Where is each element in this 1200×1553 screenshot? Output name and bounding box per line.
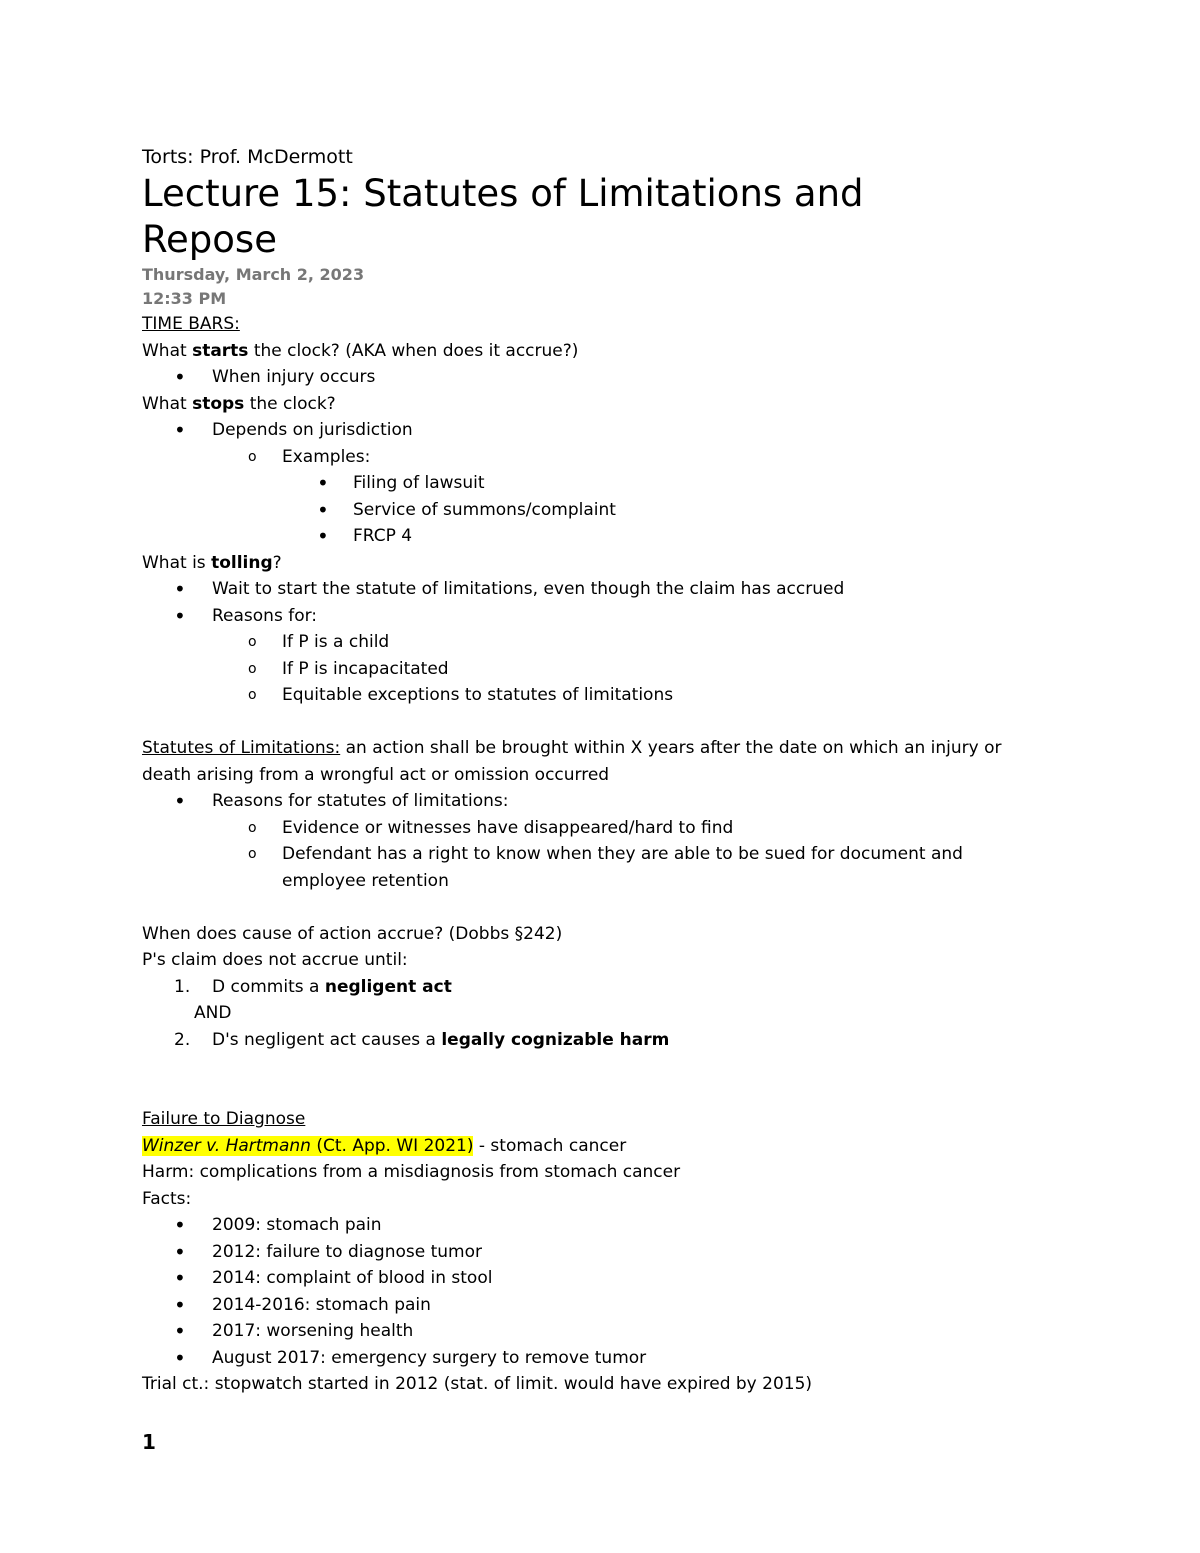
list-item-cont: employee retention — [282, 870, 449, 891]
list-item: • 2012: failure to diagnose tumor — [174, 1239, 482, 1264]
list-item: • Service of summons/complaint — [317, 497, 616, 522]
course-header: Torts: Prof. McDermott — [142, 146, 353, 168]
bullet-icon: • — [174, 577, 186, 601]
starts-question: What starts the clock? (AKA when does it accrue?) — [142, 340, 579, 361]
note-date: Thursday, March 2, 2023 — [142, 265, 365, 284]
list-item: • 2017: worsening health — [174, 1319, 414, 1343]
list-item: • 2009: stomach pain — [174, 1213, 382, 1237]
document-body — [142, 143, 1062, 1398]
accrue-line: P's claim does not accrue until: — [142, 950, 408, 970]
bullet-icon: • — [174, 365, 186, 389]
list-item: • Reasons for statutes of limitations: — [174, 789, 509, 813]
list-item: o Evidence or witnesses have disappeared/hard to find — [142, 815, 1062, 842]
bullet-icon: • — [174, 1319, 186, 1343]
list-item: o Defendant has a right to know when they are able to be sued for document and — [142, 841, 1062, 868]
list-item: • Depends on jurisdiction — [174, 418, 413, 442]
tolling-question: What is tolling? — [142, 552, 282, 573]
list-item: • FRCP 4 — [317, 524, 413, 548]
spacer — [142, 1053, 1062, 1080]
accrue-question: When does cause of action accrue? (Dobbs §242) — [142, 923, 563, 944]
spacer — [142, 894, 1062, 921]
sol-definition: Statutes of Limitations: an action shall be brought within X years after the date on which an injury or — [142, 738, 1002, 758]
numbered-item: 2. D's negligent act causes a legally cognizable harm — [174, 1029, 670, 1050]
case-citation: Winzer v. Hartmann (Ct. App. WI 2021) - stomach cancer — [142, 1135, 627, 1156]
list-item: o If P is a child — [142, 629, 1062, 656]
bullet-icon: • — [317, 471, 329, 495]
hollow-bullet-icon: o — [248, 660, 257, 677]
bullet-icon: • — [174, 418, 186, 442]
hollow-bullet-icon: o — [248, 448, 257, 465]
list-item: o If P is incapacitated — [142, 656, 1062, 683]
bullet-icon: • — [174, 1239, 186, 1264]
lecture-title-line2: Repose — [142, 218, 277, 261]
bullet-icon: • — [317, 497, 329, 522]
bullet-icon: • — [174, 1266, 186, 1290]
bullet-icon: • — [174, 1345, 186, 1370]
facts-label: Facts: — [142, 1188, 192, 1209]
list-item: • Filing of lawsuit — [317, 471, 485, 495]
list-item: • When injury occurs — [174, 365, 376, 389]
bullet-icon: • — [174, 603, 186, 628]
sol-definition-cont: death arising from a wrongful act or omission occurred — [142, 764, 610, 785]
list-item: • Reasons for: — [174, 603, 318, 628]
time-bars-heading: TIME BARS: — [142, 314, 240, 334]
hollow-bullet-icon: o — [248, 819, 257, 836]
trial-court-line: Trial ct.: stopwatch started in 2012 (stat. of limit. would have expired by 2015) — [142, 1374, 813, 1394]
numbered-item: 1. D commits a negligent act — [174, 976, 452, 997]
list-item: • 2014-2016: stomach pain — [174, 1292, 431, 1317]
list-item: • 2014: complaint of blood in stool — [174, 1266, 493, 1290]
hollow-bullet-icon: o — [248, 846, 257, 862]
bullet-icon: • — [174, 1213, 186, 1237]
list-item: • Wait to start the statute of limitations, even though the claim has accrued — [174, 577, 845, 601]
bullet-icon: • — [317, 524, 329, 548]
spacer — [142, 1080, 1062, 1107]
list-item: • August 2017: emergency surgery to remove tumor — [174, 1345, 647, 1370]
bullet-icon: • — [174, 1292, 186, 1317]
list-item: o Examples: — [142, 444, 1062, 471]
list-item: o Equitable exceptions to statutes of limitations — [142, 682, 1062, 709]
and-text: AND — [194, 1003, 232, 1023]
hollow-bullet-icon: o — [248, 634, 257, 650]
note-time: 12:33 PM — [142, 289, 227, 308]
lecture-title-line1: Lecture 15: Statutes of Limitations and — [142, 172, 864, 215]
failure-heading: Failure to Diagnose — [142, 1109, 306, 1129]
hollow-bullet-icon: o — [248, 687, 257, 703]
spacer — [142, 709, 1062, 736]
stops-question: What stops the clock? — [142, 393, 336, 414]
harm-line: Harm: complications from a misdiagnosis from stomach cancer — [142, 1162, 681, 1182]
bullet-icon: • — [174, 789, 186, 813]
page-number: 1 — [142, 1430, 156, 1454]
